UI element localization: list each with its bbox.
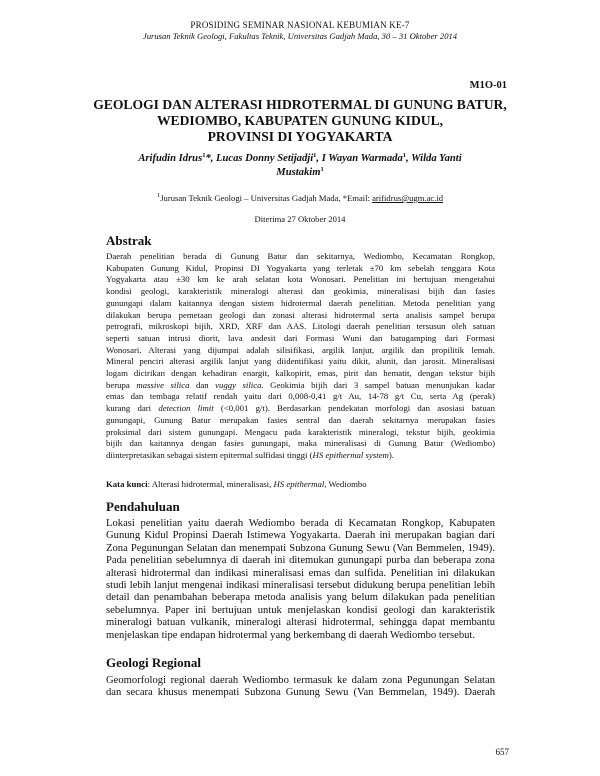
text-line: mineralogi batuan vulkanik, mineralogi alterasi hidrotermal, sehingga dapat membantu: [106, 617, 495, 629]
title-line: WEDIOMBO, KABUPATEN GUNUNG KIDUL,: [156, 113, 444, 128]
text-line: Lokasi penelitian yaitu daerah Wediombo berada di Kecamatan Rongkop, Kabupaten: [106, 518, 495, 529]
keywords-italic: HS epithermal: [273, 479, 325, 489]
text-line: studi lebih lanjut mengenai indikasi mineralisasi tersebut didukung berupa penelitian lebih: [106, 580, 495, 592]
paper-code: M1O-01: [469, 80, 507, 91]
author-affil-mark: 1: [320, 166, 324, 173]
author-list: [80, 152, 520, 180]
text-line: alterasi hidrotermal dan indikasi mineralisasi emas dan sulfida. Penelitian ini dilakukan: [106, 567, 495, 579]
author-affil-mark: 1: [402, 152, 407, 159]
affiliation: [0, 193, 600, 203]
keywords-text: , Wediombo: [324, 479, 367, 489]
text-line: petrografi, mikroskopi bijih, XRD, XRF dan AAS. Litologi daerah penelitian tersusun oleh satuan: [106, 321, 495, 332]
text-line: Kabupaten Gunung Kidul, Propinsi DI Yogyakarta yang terletak ±70 km sebelah tenggara Kota: [106, 262, 495, 273]
text-line: proksimal dari sistem gunungapi. Mengacu pada karakteristik mineralogi, tekstur bijih, geokimia: [106, 426, 495, 437]
author-name: Mustakim: [276, 167, 321, 178]
received-date: Diterima 27 Oktober 2014: [254, 214, 346, 224]
keywords-label: Kata kunci: [106, 479, 148, 489]
keywords-text: : Alterasi hidrotermal, mineralisasi,: [147, 479, 274, 489]
text-line: logam dicirikan dengan kehadiran enargit, kalkopirit, emas, pirit dan hematit, dengan tekstur bijih: [106, 368, 495, 379]
pendahuluan-body: [106, 518, 495, 642]
text-line: kondisi geologi, karakteristik mineralogi alterasi dan geokimia, mineralisasi bijih dan fasies: [106, 286, 495, 297]
affil-mark: 1: [156, 192, 161, 199]
abstract-body: [106, 251, 495, 462]
text-line: Wonosari. Alterasi yang dijumpai adalah silisifikasi, argilik lanjut, argilik dan propilitik lemah.: [106, 344, 495, 355]
text-line: dan secara khusus menempati Subzona Gunung Sewu (Van Bemmelan, 1949). Daerah: [106, 687, 495, 699]
text-line: menjelaskan tipe endapan hidrotermal yang berkembang di daerah Wediombo tersebut.: [106, 629, 476, 641]
text-line: Yogyakarta atau ±30 km ke arah selatan kota Wonosari. Penelitian ini bertujuan mengetahui: [106, 274, 495, 285]
text-line: Pada penelitian sebelumnya di daerah ini ditemukan gunungapi purba dan beberapa zona: [106, 555, 495, 567]
page-number: 657: [495, 747, 509, 757]
author-line: [80, 166, 520, 180]
author-name: , I Wayan Warmada: [316, 153, 403, 164]
text-line: seperti satuan intrusi diorit, lava andesit dari Formasi Wuni dan batugamping dari Formasi: [106, 332, 495, 343]
text-line: sebelumnya. Paper ini bertujuan untuk menjelaskan kondisi geologi dan karakteristik: [106, 604, 495, 616]
author-name: , Wilda Yanti: [406, 153, 462, 164]
pendahuluan-heading: Pendahuluan: [106, 499, 180, 514]
keywords: [106, 479, 367, 489]
author-line: [80, 152, 520, 166]
text-line: Daerah penelitian berada di Gunung Batur dan sekitarnya, Wediombo, Kecamatan Rongkop,: [106, 251, 495, 261]
paper-title: [60, 97, 540, 145]
text-line: bijih dan kaitannya dengan fasies gunungapi, maka mineralisasi di Gunung Batur (Wediombo): [106, 438, 495, 449]
geologi-regional-heading: Geologi Regional: [106, 655, 201, 670]
running-header-title: PROSIDING SEMINAR NASIONAL KEBUMIAN KE-7: [190, 20, 410, 30]
corresponding-mark: *,: [205, 153, 217, 164]
email-link[interactable]: arifidrus@ugm.ac.id: [372, 193, 444, 203]
title-line: PROVINSI DI YOGYAKARTA: [207, 129, 393, 144]
author-affil-mark: 1: [202, 152, 206, 159]
text-line: Geomorfologi regional daerah Wediombo termasuk ke dalam zona Pegunungan Selatan: [106, 675, 495, 686]
text-line: gunungapi, Gunung Batur merupakan fasies sentral dan daerah sekitarnya merupakan fasies: [106, 414, 495, 425]
geologi-regional-body: [106, 675, 495, 700]
text-line: emas dan tembaga relatif rendah yaitu dari 0,008-0,41 g/t Au, 14-78 g/t Cu, serta Ag (perak): [106, 391, 495, 402]
author-name: Arifudin Idrus: [138, 153, 203, 164]
text-line: Zona Pegunungan Selatan dan menempati Subzona Gunung Sewu (Van Bemmelen, 1949).: [106, 542, 495, 554]
affiliation-text: Jurusan Teknik Geologi – Universitas Gadjah Mada, *Email:: [160, 193, 373, 203]
text-line: Gunung Kidul Propinsi Daerah Istimewa Yogyakarta. Daerah ini merupakan bagian dari: [106, 530, 495, 542]
text-line: berupa massive silica dan vuggy silica. Geokimia bijih dari 3 sampel batuan menunjukan kadar: [106, 379, 495, 390]
author-affil-mark: 1: [313, 152, 317, 159]
running-header-affiliation: Jurusan Teknik Geologi, Fakultas Teknik, Universitas Gadjah Mada, 30 – 31 Oktober 2014: [142, 31, 458, 41]
abstract-heading: Abstrak: [106, 233, 152, 248]
text-line: dilakukan berupa pemetaan geologi dan zonasi alterasi hidrotermal serta analisis sampel berupa: [106, 309, 495, 320]
text-line: Mineral penciri alterasi argilik lanjut yang diidentifikasi yaitu dikit, alunit, dan jarosit. Mineralisasi: [106, 356, 495, 367]
title-line: GEOLOGI DAN ALTERASI HIDROTERMAL DI GUNUNG BATUR,: [93, 97, 507, 112]
author-name: Lucas Donny Setijadji: [216, 153, 314, 164]
text-line: kurang dari detection limit (<0,001 g/t). Berdasarkan pendekatan morfologi dan asosiasi batuan: [106, 403, 495, 414]
text-line: gunungapi dalam kaitannya dengan sistem hidrotermal daerah penelitian. Metoda penelitian yang: [106, 297, 495, 308]
text-line: detail dan penambahan beberapa metoda analisis yang belum dilakukan pada penelitian: [106, 592, 495, 604]
text-line: diinterpretasikan sebagai sistem epitermal sulfidasi tinggi (HS epithermal system).: [106, 449, 394, 460]
